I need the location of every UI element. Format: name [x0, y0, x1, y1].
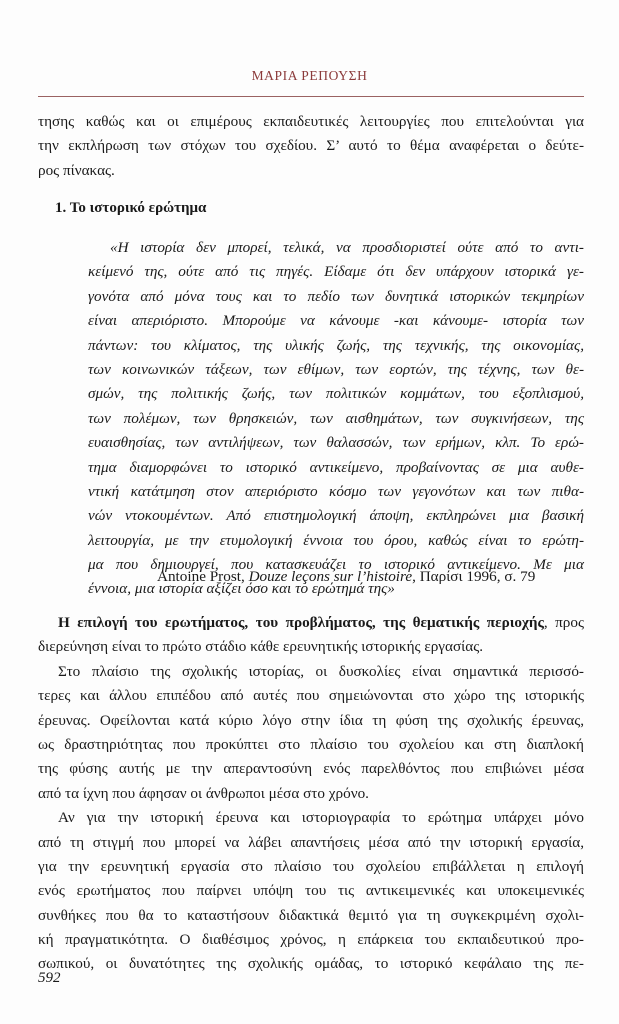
text-line: από τα ίχνη που άφησαν οι άνθρωποι μέσα στο χρόνο.	[38, 784, 369, 802]
quote-line: έννοια, μια ιστορία αξίζει όσο και το ερώτημά της»	[88, 580, 395, 598]
text-line: για την ερευνητική εργασία στο πλαίσιο του σχολείου επιβάλλεται η επιλογή	[38, 857, 584, 875]
text-line: ως δραστηριότητας που προκύπτει στο πλαίσιο του σχολείου και στη διαπλοκή	[38, 735, 584, 753]
text-line: τερες και άλλου επιπέδου από αυτές που σημειώνονται στο χώρο της ιστορικής	[38, 687, 584, 705]
text-line: διερεύνηση είναι το πρώτο στάδιο κάθε ερευνητικής ιστορικής εργασίας.	[38, 638, 484, 656]
quote-line: «Η ιστορία δεν μπορεί, τελικά, να προσδιοριστεί ούτε από το αντι-	[110, 239, 584, 256]
quote-line: ντική κατάτμηση στον απεριόριστο κόσμο των γεγονότων και των πιθα-	[88, 482, 584, 500]
quote-line: πάντων: του κλίματος, της υλικής ζωής, της τεχνικής, της οικονομίας,	[88, 336, 584, 354]
quote-line: ευαισθησίας, των αντιλήψεων, των θαλασσών, των ερήμων, κλπ. Το ερώ-	[88, 434, 584, 452]
quote-line: των κοινωνικών τάξεων, των εθίμων, των εορτών, της τέχνης, των θε-	[88, 360, 584, 378]
page-number: 592	[38, 970, 61, 986]
text-line: συνθήκες που θα το καταστήσουν διδακτικά θεμιτό για τη συγκεκριμένη σχολι-	[38, 906, 584, 924]
attribution-details: , Παρίσι 1996, σ. 79	[412, 568, 536, 585]
quote-line: είναι απεριόριστο. Μπορούμε να κάνουμε -και κάνουμε- ιστορία των	[88, 312, 584, 330]
attribution-title: Douze leçons sur l’histoire	[248, 568, 413, 585]
main-text	[38, 611, 584, 977]
quote-line: των πολέμων, των θρησκειών, των αισθημάτων, των συγκινήσεων, της	[88, 409, 584, 427]
quote-line: τημα διαμορφώνει το ιστορικό αντικείμενο, προβαίνοντας σε μια αυθε-	[88, 458, 584, 476]
text-line: Αν για την ιστορική έρευνα και ιστοριογραφία το ερώτημα υπάρχει μόνο	[58, 809, 584, 827]
bold-lead: Η επιλογή του ερωτήματος, του προβλήματος, της θεματικής περιοχής	[58, 614, 544, 631]
section-heading: 1. Το ιστορικό ερώτημα	[55, 200, 207, 216]
attribution-author: Antoine Prost,	[157, 568, 249, 585]
text-line: σωπικού, οι δυνατότητες της σχολικής ομάδας, το ιστορικό κεφάλαιο της πε-	[38, 955, 584, 973]
quote-attribution	[157, 568, 535, 586]
quote-line: νών ντοκουμέντων. Από επιστημολογική άποψη, εκπληρώνει μια βασική	[88, 507, 584, 525]
text-line: κή πραγματικότητα. Ο διαθέσιμος χρόνος, η επάρκεια του εκπαιδευτικού προ-	[38, 931, 584, 949]
text-line: έρευνας. Οφείλονται κατά κύριο λόγο στην ίδια τη φύση της σχολικής έρευνας,	[38, 711, 584, 729]
text-line: Στο πλαίσιο της σχολικής ιστορίας, οι δυσκολίες είναι σημαντικά περισσό-	[58, 662, 584, 680]
text-line: ενός ερωτήματος που παίρνει υπόψη του τις αντικειμενικές και υποκειμενικές	[38, 882, 584, 900]
lead-rest: , προς	[543, 614, 584, 631]
text-line: τησης καθώς και οι επιμέρους εκπαιδευτικές λειτουργίες που επιτελούνται για	[38, 113, 584, 130]
quote-line: σμών, της πολιτικής ζωής, των πολιτικών κομμάτων, του εξοπλισμού,	[88, 385, 584, 403]
running-head: ΜΑΡΙΑ ΡΕΠΟΥΣΗ	[251, 68, 368, 83]
block-quote	[88, 236, 584, 602]
text-line	[38, 611, 584, 635]
intro-paragraph	[38, 110, 584, 183]
text-line: της φύσης αυτής με την απεραντοσύνη ενός παρελθόντος που επιβιώνει μέσα	[38, 760, 584, 778]
quote-line: λειτουργία, με την ετυμολογική έννοια του όρου, καθώς είναι το ερώτη-	[88, 531, 584, 549]
text-line: ρος πίνακας.	[38, 161, 115, 179]
quote-line: κείμενό της, ούτε από τις πηγές. Είδαμε ότι δεν υπάρχουν ιστορικά γε-	[88, 263, 584, 281]
quote-line: γονότα από μόνα τους και το πεδίο των δυνητικά ιστορικών τεκμηρίων	[88, 287, 584, 305]
quote-line: μα που δημιουργεί, που κατασκευάζει το ιστορικό αντικείμενο. Με μια	[88, 556, 584, 574]
text-line: την εκπλήρωση των στόχων του σχεδίου. Σ’ αυτό το θέμα αναφέρεται ο δεύτε-	[38, 137, 584, 155]
text-line: από τη στιγμή που μπορεί να λάβει απαντήσεις μέσα από την ιστορική εργασία,	[38, 833, 584, 851]
header-rule	[38, 96, 584, 97]
